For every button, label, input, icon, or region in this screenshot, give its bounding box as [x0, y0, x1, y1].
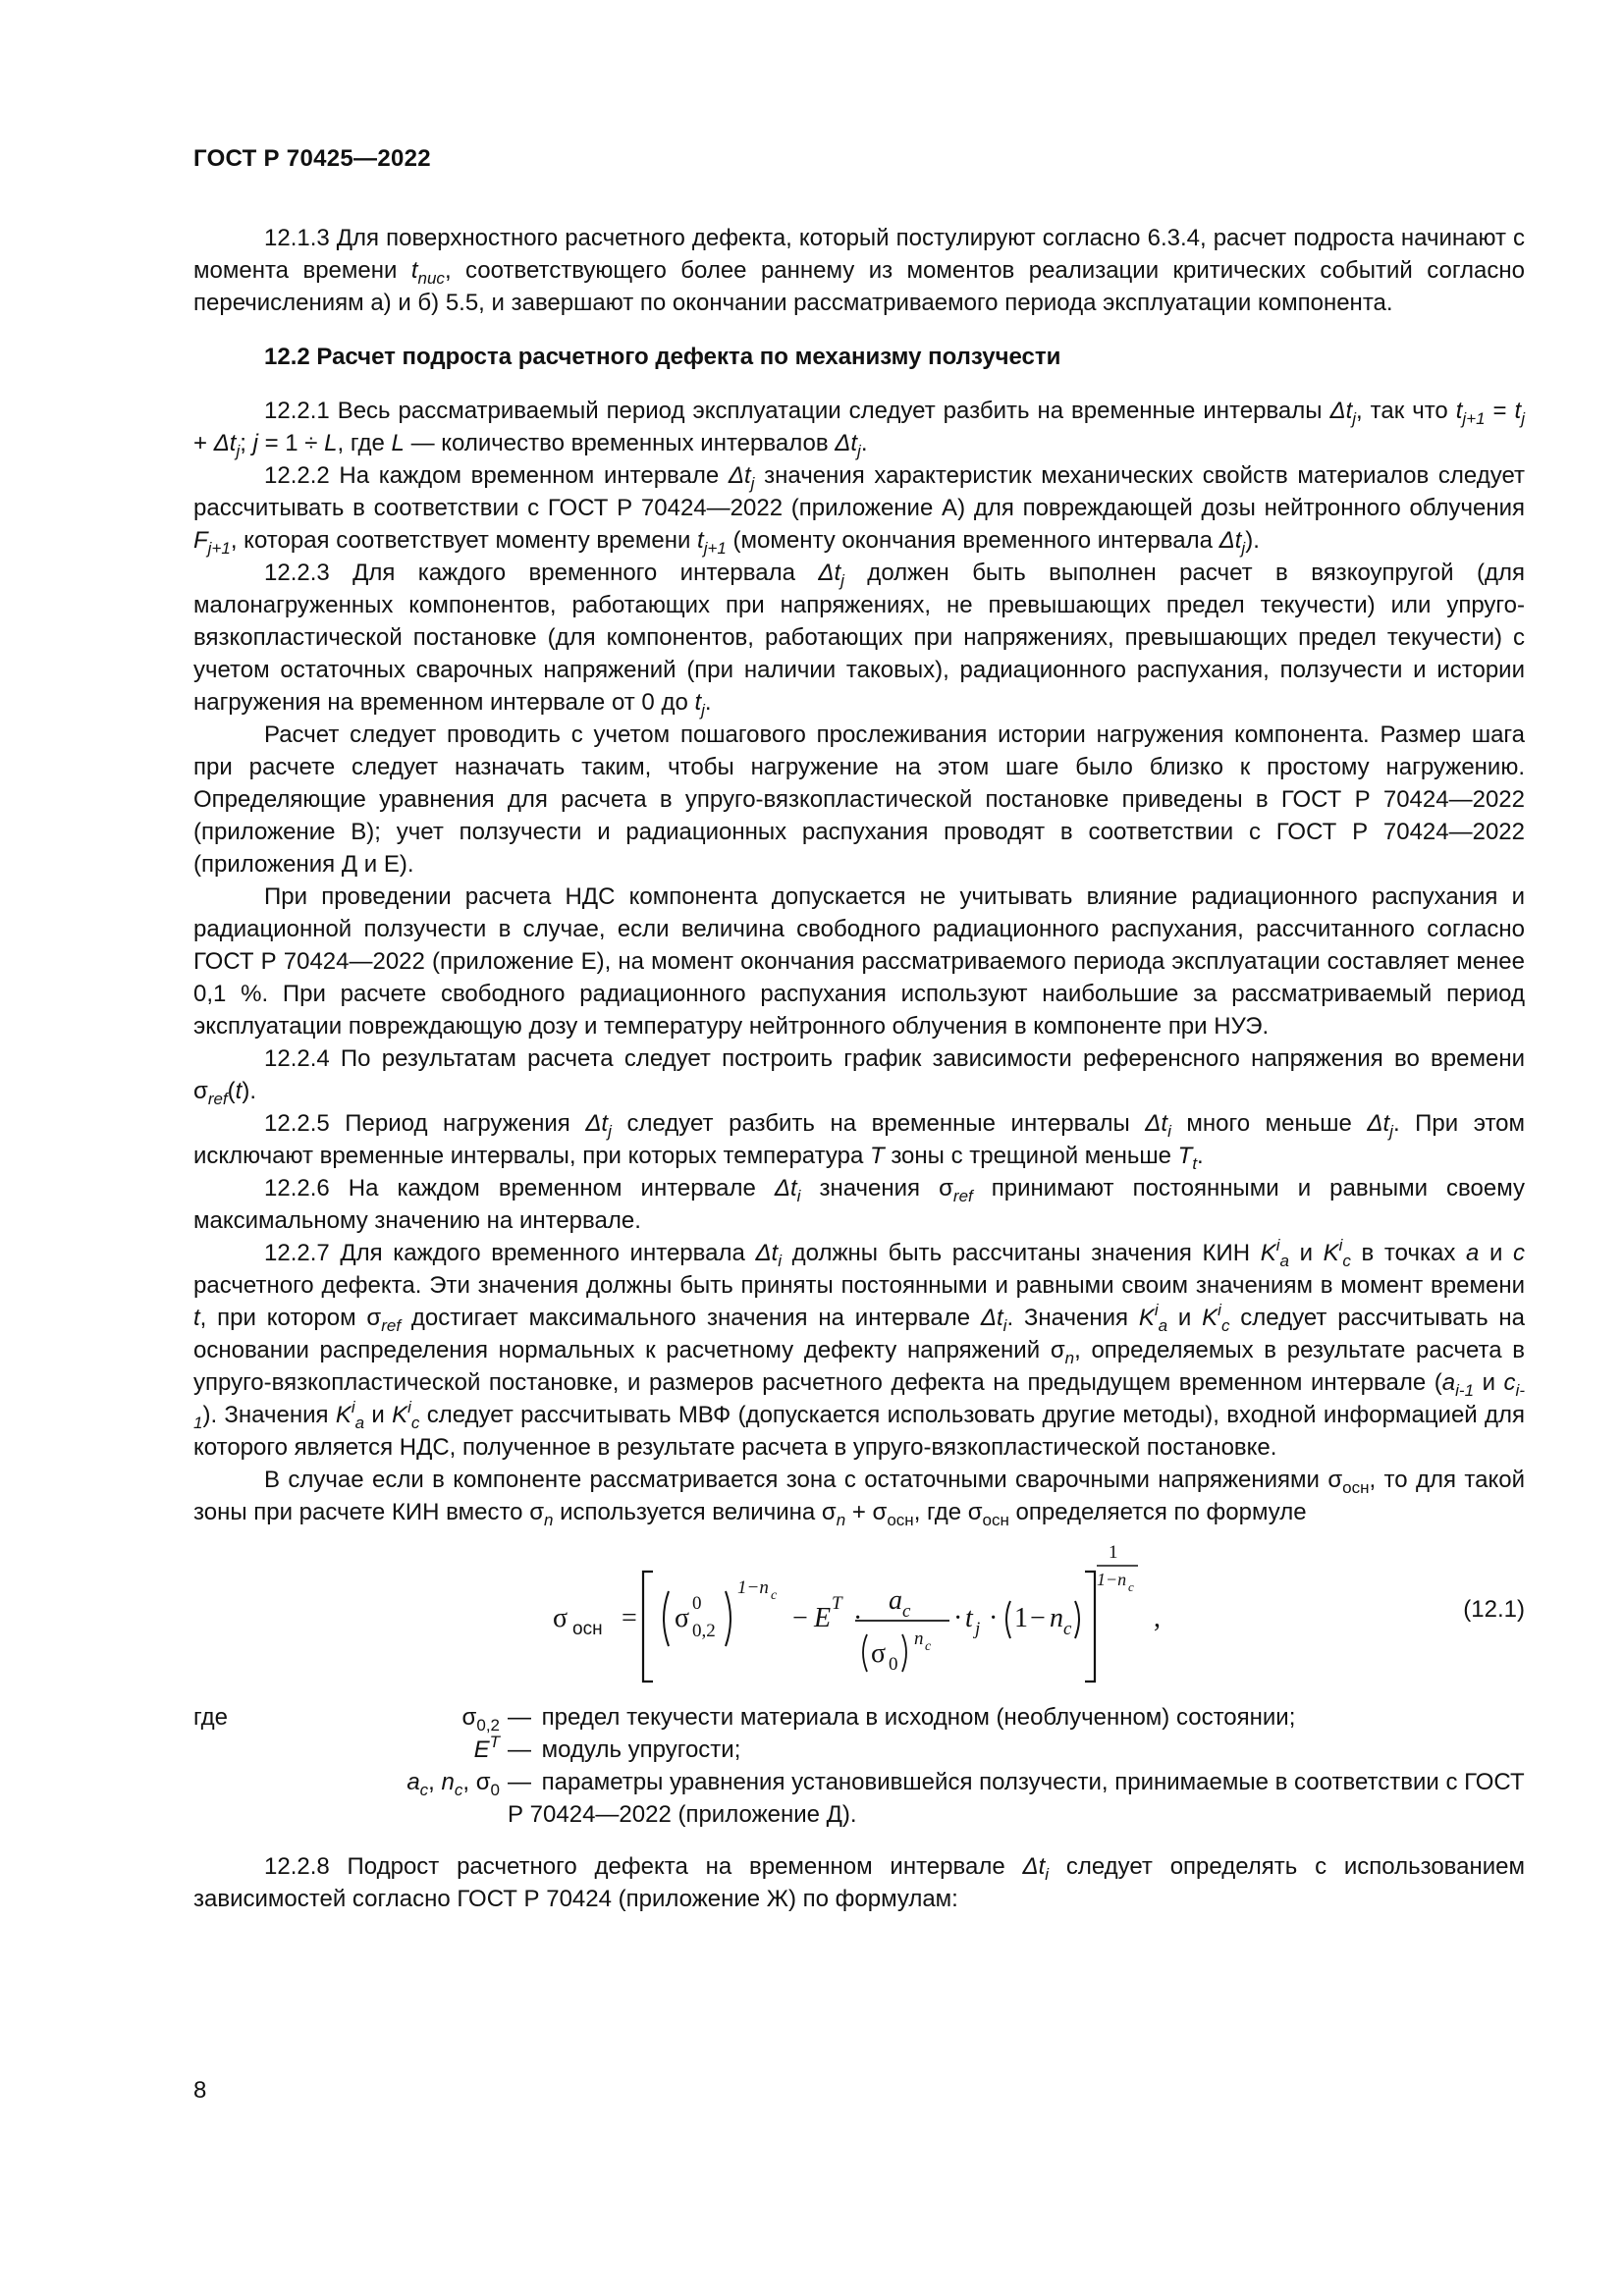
svg-text:−: −	[1030, 1603, 1046, 1633]
page-number: 8	[193, 2077, 207, 2104]
svg-text:a: a	[889, 1585, 902, 1616]
paragraph-step-analysis: Расчет следует проводить с учетом пошагового прослеживания истории нагружения компонента. Размер шага при расчете следует назначать таким, чтобы нагружение на этом шаге было близко к простому нагружению. Определяющие уравнения для расчета в упруго-вязкопластической постановке приведены в ГОСТ Р 70424—2022 (приложение В); учет ползучести и радиационных распухания проводят в соответствии с ГОСТ Р 70424—2022 (приложения Д и Е).	[193, 721, 1525, 878]
svg-text:t: t	[965, 1603, 973, 1633]
document-code-header: ГОСТ Р 70425—2022	[193, 145, 431, 172]
paragraph-12-2-6: 12.2.6 На каждом временном интервале $\Delta t_i$ значения $\sigma_{ref}$ принимают постоянными и равными своему максимальному значению на интервале.	[193, 1175, 1526, 1234]
svg-text:осн: осн	[572, 1619, 603, 1639]
section-title-12-2: 12.2 Расчет подроста расчетного дефекта по механизму ползучести	[264, 344, 1061, 370]
svg-text:c: c	[1063, 1619, 1072, 1639]
where-symbol: $E^T$	[473, 1733, 500, 1763]
svg-text:σ: σ	[675, 1603, 690, 1633]
svg-text:=: =	[622, 1603, 637, 1633]
where-symbol: $\sigma_{0,2}$	[461, 1704, 500, 1735]
svg-text:0: 0	[692, 1593, 702, 1614]
formula-12-1-expression	[193, 1542, 1525, 1689]
where-definition: предел текучести материала в исходном (необлученном) состоянии;	[541, 1704, 1296, 1731]
svg-text:1−n: 1−n	[1097, 1570, 1127, 1589]
paragraph-12-1-3: 12.1.3 Для поверхностного расчетного дефекта, который постулируют согласно 6.3.4, расчет подроста начинают с момента времени $t_{nuc}$, соответствующего более раннему из моментов реализации критических событий согласно перечислениям а) и б) 5.5, и завершают по окончании рассматриваемого периода эксплуатации компонента.	[193, 225, 1526, 316]
svg-text:n: n	[914, 1629, 924, 1649]
where-list	[193, 1701, 1525, 1831]
formula-number: (12.1)	[1463, 1596, 1525, 1623]
paragraph-12-2-8: 12.2.8 Подрост расчетного дефекта на временном интервале $\Delta t_i$ следует определять с использованием зависимостей согласно ГОСТ Р 70424 (приложение Ж) по формулам:	[193, 1853, 1526, 1912]
paragraph-12-2-5: 12.2.5 Период нагружения $\Delta t_j$ следует разбить на временные интервалы $\Delta t_i$ много меньше $\Delta t_j$. При этом исключают временные интервалы, при которых температура T зоны с трещиной меньше $T_t$.	[193, 1110, 1526, 1173]
svg-text:c: c	[771, 1588, 778, 1603]
svg-text:0: 0	[889, 1654, 898, 1675]
svg-text:0,2: 0,2	[692, 1621, 716, 1641]
where-definition: модуль упругости;	[541, 1736, 741, 1763]
svg-text:T: T	[832, 1593, 842, 1614]
svg-text:·: ·	[989, 1603, 999, 1633]
where-definition: параметры уравнения установившейся ползучести, принимаемые в соответствии с ГОСТ Р 70424—2022 (приложение Д).	[508, 1769, 1525, 1828]
where-item-yield-strength: где $\sigma_{0,2}$ — предел текучести материала в исходном (необлученном) состоянии;	[193, 1701, 1525, 1734]
svg-text:E: E	[814, 1603, 832, 1633]
svg-text:·: ·	[953, 1603, 963, 1633]
svg-text:1−n: 1−n	[737, 1577, 769, 1598]
svg-text:c: c	[902, 1601, 911, 1622]
svg-text:c: c	[925, 1639, 932, 1654]
svg-text:−: −	[792, 1603, 808, 1633]
svg-text:,: ,	[1154, 1603, 1161, 1633]
paragraph-12-2-4: 12.2.4 По результатам расчета следует построить график зависимости референсного напряжения во времени $\sigma_{ref}(t)$.	[193, 1045, 1525, 1108]
paragraph-12-2-1: 12.2.1 Весь рассматриваемый период эксплуатации следует разбить на временные интервалы $\Delta t_j$, так что $t_{j+1} = t_j + \Delta t_j$; j = 1 ÷ L, где L — количество временных интервалов $\Delta t_j$.	[193, 398, 1525, 460]
svg-text:c: c	[1128, 1579, 1134, 1594]
paragraph-swelling: При проведении расчета НДС компонента допускается не учитывать влияние радиационного распухания и радиационной ползучести в случае, если величина свободного радиационного распухания, рассчитанного согласно ГОСТ Р 70424—2022 (приложение Е), на момент окончания рассматриваемого периода эксплуатации составляет менее 0,1 %. При расчете свободного радиационного распухания используют наибольшие за рассматриваемый период эксплуатации повреждающую дозу и температуру нейтронного облучения в компоненте при НУЭ.	[193, 883, 1525, 1040]
svg-text:1: 1	[1014, 1603, 1028, 1633]
svg-text:σ: σ	[553, 1603, 568, 1633]
svg-text:·: ·	[853, 1603, 863, 1633]
formula-12-1	[193, 1542, 1525, 1689]
paragraph-12-2-7: 12.2.7 Для каждого временного интервала $\Delta t_i$ должны быть рассчитаны значения КИН $K^i_a$ и $K^i_c$ в точках а и с расчетного дефекта. Эти значения должны быть приняты постоянными и равными своим значениям в момент времени t, при котором $\sigma_{ref}$ достигает максимального значения на интервале $\Delta t_i$. Значения $K^i_a$ и $K^i_c$ следует рассчитывать на основании распределения нормальных к расчетному дефекту напряжений $\sigma_n$, определяемых в результате расчета в упруго-вязкопластической постановке, и размеров расчетного дефекта на предыдущем временном интервале ($a_{i-1}$ и $c_{i-1}$). Значения $K^i_a$ и $K^i_c$ следует рассчитывать МВФ (допускается использовать другие методы), входной информацией для которого является НДС, полученное в результате расчета в упруго-вязкопластической постановке.	[193, 1236, 1526, 1461]
where-item-creep-params: $a_c$, $n_c$, $\sigma_0$ — параметры уравнения установившейся ползучести, принимаемые в соответствии с ГОСТ Р 70424—2022 (приложение Д).	[193, 1766, 1525, 1831]
svg-text:1: 1	[1109, 1542, 1118, 1563]
svg-text:σ: σ	[871, 1638, 887, 1669]
where-symbol: $a_c$, $n_c$, $\sigma_0$	[406, 1769, 500, 1799]
paragraph-residual-stress: В случае если в компоненте рассматривается зона с остаточными сварочными напряжениями $\sigma_{осн}$, то для такой зоны при расчете КИН вместо $\sigma_n$ используется величина $\sigma_n + \sigma_{осн}$, где $\sigma_{осн}$ определяется по формуле	[193, 1467, 1526, 1529]
page-body	[193, 222, 1525, 1915]
svg-text:n: n	[1050, 1603, 1063, 1633]
where-item-elastic-modulus: $E^T$ — модуль упругости;	[193, 1734, 1525, 1766]
svg-text:j: j	[975, 1619, 981, 1639]
paragraph-12-2-2: 12.2.2 На каждом временном интервале $\Delta t_j$ значения характеристик механических свойств материалов следует рассчитывать в соответствии с ГОСТ Р 70424—2022 (приложение А) для повреждающей дозы нейтронного облучения $F_{j+1}$, которая соответствует моменту времени $t_{j+1}$ (моменту окончания временного интервала $\Delta t_j$).	[193, 462, 1526, 558]
where-label: где	[193, 1704, 229, 1731]
paragraph-12-2-3: 12.2.3 Для каждого временного интервала $\Delta t_j$ должен быть выполнен расчет в вязкоупругой (для малонагруженных компонентов, работающих при напряжениях, не превышающих предел текучести) или упруго-вязкопластической постановке (для компонентов, работающих при напряжениях, превышающих предел текучести) с учетом остаточных сварочных напряжений (при наличии таковых), радиационного распухания, ползучести и истории нагружения на временном интервале от 0 до $t_j$.	[193, 560, 1525, 720]
